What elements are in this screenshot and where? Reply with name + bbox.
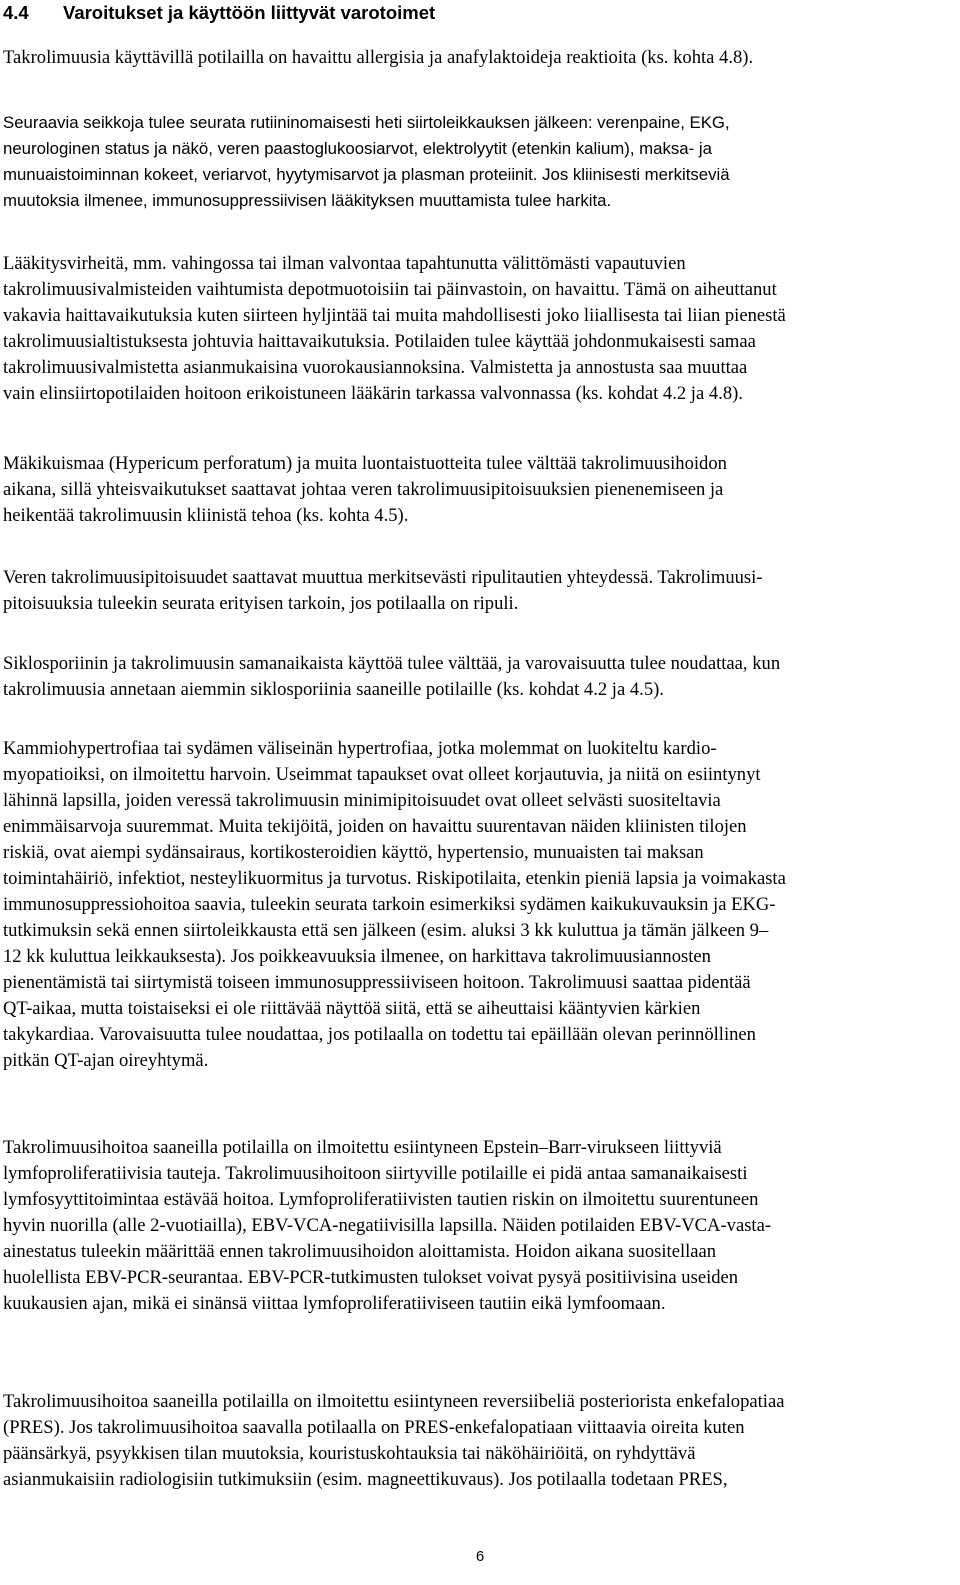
paragraph-pres bbox=[3, 1389, 953, 1493]
paragraph-line: pitoisuuksia tuleekin seurata erityisen tarkoin, jos potilaalla on ripuli. bbox=[3, 593, 519, 614]
paragraph-line: (PRES). Jos takrolimuusihoitoa saavalla potilaalla on PRES-enkefalopatiaan viittaavia oireita kuten bbox=[3, 1417, 745, 1438]
paragraph-monitoring bbox=[3, 110, 953, 214]
paragraph-ebv bbox=[3, 1135, 953, 1317]
paragraph-line: QT-aikaa, mutta toistaiseksi ei ole riittävää näyttöä siitä, että se aiheuttaisi kääntyvien kärkien bbox=[3, 998, 701, 1019]
section-number: 4.4 bbox=[3, 2, 29, 23]
paragraph-line: Lääkitysvirheitä, mm. vahingossa tai ilman valvontaa tapahtunutta välittömästi vapautuvien bbox=[3, 253, 686, 274]
paragraph-allergy bbox=[3, 45, 953, 71]
paragraph-medication-errors bbox=[3, 251, 953, 407]
paragraph-line: takrolimuusivalmisteiden vaihtumista depotmuotoisiin tai päinvastoin, on havaittu. Tämä on aiheuttanut bbox=[3, 279, 777, 300]
paragraph-line: munuaistoiminnan kokeet, veriarvot, hyytymisarvot ja plasman proteiinit. Jos kliinisesti merkitseviä bbox=[3, 165, 730, 184]
paragraph-line: muutoksia ilmenee, immunosuppressiivisen lääkityksen muuttamista tulee harkita. bbox=[3, 191, 612, 210]
paragraph-line: Takrolimuusihoitoa saaneilla potilailla on ilmoitettu esiintyneen Epstein–Barr-virukseen liittyviä bbox=[3, 1137, 722, 1158]
paragraph-line: heikentää takrolimuusin kliinistä tehoa (ks. kohta 4.5). bbox=[3, 505, 409, 526]
paragraph-line: kuukausien ajan, mikä ei sinänsä viittaa lymfoproliferatiiviseen tautiin eikä lymfoomaan. bbox=[3, 1293, 666, 1314]
paragraph-ciclosporin bbox=[3, 651, 953, 703]
paragraph-line: Takrolimuusia käyttävillä potilailla on havaittu allergisia ja anafylaktoideja reaktioita (ks. kohta 4.8). bbox=[3, 47, 754, 68]
paragraph-line: Mäkikuismaa (Hypericum perforatum) ja muita luontaistuotteita tulee välttää takrolimuusihoidon bbox=[3, 453, 727, 474]
paragraph-line: vain elinsiirtopotilaiden hoitoon erikoistuneen lääkärin tarkassa valvonnassa (ks. kohdat 4.2 ja 4.8). bbox=[3, 383, 743, 404]
paragraph-line: toimintahäiriö, infektiot, nesteylikuormitus ja turvotus. Riskipotilaita, etenkin pieniä lapsia ja voimakasta bbox=[3, 868, 786, 889]
paragraph-line: lymfosyyttitoimintaa estävää hoitoa. Lymfoproliferatiivisten tautien riskin on ilmoitettu suurentuneen bbox=[3, 1189, 759, 1210]
paragraph-st-johns-wort bbox=[3, 451, 953, 529]
paragraph-line: Kammiohypertrofiaa tai sydämen väliseinän hypertrofiaa, jotka molemmat on luokiteltu kardio- bbox=[3, 738, 717, 759]
paragraph-line: myopatioiksi, on ilmoitettu harvoin. Useimmat tapaukset ovat olleet korjautuvia, ja niitä on esiintynyt bbox=[3, 764, 761, 785]
paragraph-line: lymfoproliferatiivisia tauteja. Takrolimuusihoitoon siirtyville potilaille ei pidä antaa samanaikaisesti bbox=[3, 1163, 748, 1184]
paragraph-line: aikana, sillä yhteisvaikutukset saattavat johtaa veren takrolimuusipitoisuuksien pienenemiseen ja bbox=[3, 479, 724, 500]
paragraph-line: hyvin nuorilla (alle 2-vuotiailla), EBV-VCA-negatiivisilla lapsilla. Näiden potilaiden EBV-VCA-vasta- bbox=[3, 1215, 772, 1236]
paragraph-line: asianmukaisiin radiologisiin tutkimuksiin (esim. magneettikuvaus). Jos potilaalla todetaan PRES, bbox=[3, 1469, 728, 1490]
paragraph-line: huolellista EBV-PCR-seurantaa. EBV-PCR-tutkimusten tulokset voivat pysyä positiivisina useiden bbox=[3, 1267, 739, 1288]
paragraph-line: riskiä, ovat aiempi sydänsairaus, kortikosteroidien käyttö, hypertensio, munuaisten tai maksan bbox=[3, 842, 704, 863]
paragraph-cardiomyopathy bbox=[3, 736, 953, 1074]
paragraph-line: takrolimuusia annetaan aiemmin siklosporiinia saaneille potilaille (ks. kohdat 4.2 ja 4.5). bbox=[3, 679, 664, 700]
paragraph-line: pitkän QT-ajan oireyhtymä. bbox=[3, 1050, 209, 1071]
paragraph-line: Veren takrolimuusipitoisuudet saattavat muuttua merkitsevästi ripulitautien yhteydessä. Takrolimuusi- bbox=[3, 567, 763, 588]
paragraph-line: neurologinen status ja näkö, veren paastoglukoosiarvot, elektrolyytit (etenkin kalium), maksa- ja bbox=[3, 139, 712, 158]
paragraph-line: lähinnä lapsilla, joiden veressä takrolimuusin minimipitoisuudet ovat olleet selvästi suositeltavia bbox=[3, 790, 721, 811]
paragraph-line: Seuraavia seikkoja tulee seurata rutiininomaisesti heti siirtoleikkauksen jälkeen: verenpaine, EKG, bbox=[3, 113, 730, 132]
section-title: Varoitukset ja käyttöön liittyvät varotoimet bbox=[63, 2, 436, 23]
paragraph-line: takykardiaa. Varovaisuutta tulee noudattaa, jos potilaalla on todettu tai epäillään olevan perinnöllinen bbox=[3, 1024, 756, 1045]
paragraph-line: Siklosporiinin ja takrolimuusin samanaikaista käyttöä tulee välttää, ja varovaisuutta tulee noudattaa, kun bbox=[3, 653, 781, 674]
paragraph-line: vakavia haittavaikutuksia kuten siirteen hyljintää tai muita mahdollisesti joko liiallisesta tai liian pienestä bbox=[3, 305, 786, 326]
paragraph-diarrhoea bbox=[3, 565, 953, 617]
paragraph-line: Takrolimuusihoitoa saaneilla potilailla on ilmoitettu esiintyneen reversiibeliä posteriorista enkefalopatiaa bbox=[3, 1391, 785, 1412]
paragraph-line: 12 kk kuluttua leikkauksesta). Jos poikkeavuuksia ilmenee, on harkittava takrolimuusiannosten bbox=[3, 946, 711, 967]
paragraph-line: enimmäisarvoja suuremmat. Muita tekijöitä, joiden on havaittu suurentavan näiden kliinisten tilojen bbox=[3, 816, 747, 837]
page-number: 6 bbox=[475, 1548, 485, 1565]
section-heading bbox=[3, 0, 435, 26]
paragraph-line: takrolimuusivalmistetta asianmukaisina vuorokausiannoksina. Valmistetta ja annostusta saa muuttaa bbox=[3, 357, 748, 378]
paragraph-line: tutkimuksin sekä ennen siirtoleikkausta että sen jälkeen (esim. aluksi 3 kk kuluttua ja tämän jälkeen 9– bbox=[3, 920, 769, 941]
paragraph-line: takrolimuusialtistuksesta johtuvia haittavaikutuksia. Potilaiden tulee käyttää johdonmukaisesti samaa bbox=[3, 331, 756, 352]
paragraph-line: immunosuppressiohoitoa saavia, tuleekin seurata tarkoin esimerkiksi sydämen kaikukuvauksin ja EKG- bbox=[3, 894, 776, 915]
paragraph-line: ainestatus tuleekin määrittää ennen takrolimuusihoidon aloittamista. Hoidon aikana suositellaan bbox=[3, 1241, 717, 1262]
paragraph-line: pienentämistä tai siirtymistä toiseen immunosuppressiiviseen hoitoon. Takrolimuusi saattaa pidentää bbox=[3, 972, 751, 993]
paragraph-line: päänsärkyä, psyykkisen tilan muutoksia, kouristuskohtauksia tai näköhäiriöitä, on ryhdyttävä bbox=[3, 1443, 696, 1464]
